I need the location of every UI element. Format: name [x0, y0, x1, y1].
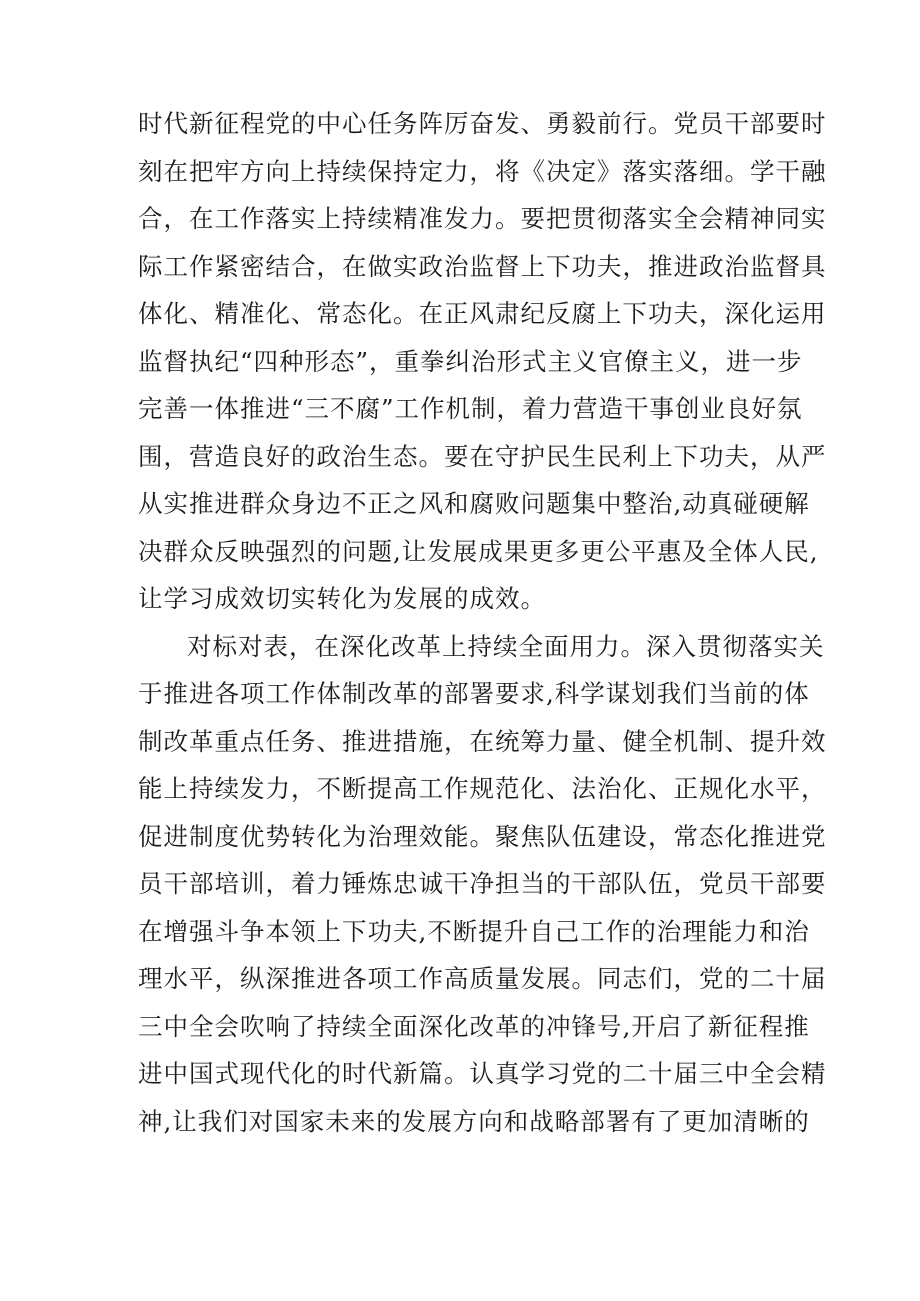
text-line: 让学习成效切实转化为发展的成效。 [138, 584, 546, 613]
text-line: 制改革重点任务、推进措施，在统筹力量、健全机制、提升效 [138, 726, 827, 756]
text-line: 完善一体推进“三不腐”工作机制，着力营造干事创业良好氛 [138, 394, 803, 423]
text-line: 于推进各项工作体制改革的部署要求,科学谋划我们当前的体 [138, 679, 810, 708]
text-line: 从实推进群众身边不正之风和腐败问题集中整治,动真碰硬解 [138, 489, 810, 518]
text-line: 三中全会吹响了持续全面深化改革的冲锋号,开启了新征程推 [138, 1011, 810, 1041]
text-line: 促进制度优势转化为治理效能。聚焦队伍建设，常态化推进党 [138, 821, 827, 851]
text-line: 对标对表，在深化改革上持续全面用力。深入贯彻落实关 [187, 631, 825, 661]
text-line: 神,让我们对国家未来的发展方向和战略部署有了更加清晰的 [138, 1106, 810, 1136]
text-line: 时代新征程党的中心任务阵厉奋发、勇毅前行。党员干部要时 [138, 109, 827, 138]
text-line: 员干部培训，着力锤炼忠诚干净担当的干部队伍，党员干部要 [138, 869, 827, 898]
document-body [138, 100, 827, 1145]
paragraph-1 [138, 100, 827, 623]
text-line: 能上持续发力，不断提高工作规范化、法治化、正规化水平， [138, 774, 827, 803]
text-line: 进中国式现代化的时代新篇。认真学习党的二十届三中全会精 [138, 1059, 827, 1088]
text-line: 合，在工作落实上持续精准发力。要把贯彻落实全会精神同实 [138, 204, 827, 233]
text-line: 监督执纪“四种形态”，重拳纠治形式主义官僚主义，进一步 [138, 346, 803, 376]
text-line: 围，营造良好的政治生态。要在守护民生民利上下功夫，从严 [138, 441, 827, 471]
text-line: 体化、精准化、常态化。在正风肃纪反腐上下功夫，深化运用 [138, 299, 827, 328]
text-line: 在增强斗争本领上下功夫,不断提升自己工作的治理能力和治 [138, 916, 810, 946]
text-line: 际工作紧密结合，在做实政治监督上下功夫，推进政治监督具 [138, 251, 827, 281]
paragraph-2 [138, 623, 827, 1146]
text-line: 刻在把牢方向上持续保持定力，将《决定》落实落细。学干融 [138, 156, 827, 186]
text-line: 理水平，纵深推进各项工作高质量发展。同志们，党的二十届 [138, 964, 827, 993]
text-line: 决群众反映强烈的问题,让发展成果更多更公平惠及全体人民, [138, 536, 819, 566]
